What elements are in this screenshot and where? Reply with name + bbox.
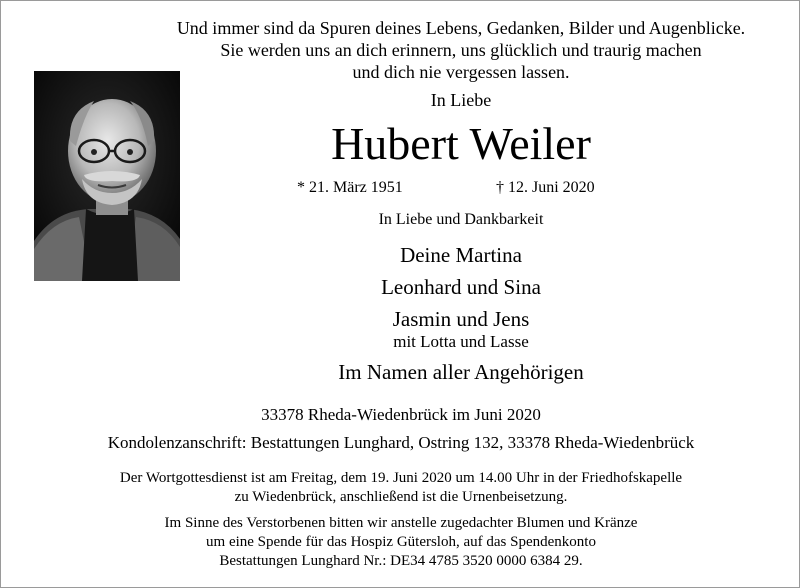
condolence-address: Kondolenzanschrift: Bestattungen Lunghard, Ostring 132, 33378 Rheda-Wiedenbrück	[107, 433, 695, 452]
donation-line-3: Bestattungen Lunghard Nr.: DE34 4785 3520 0000 6384 29.	[219, 553, 583, 569]
donation-line-2: um eine Spende für das Hospiz Gütersloh, auf das Spendenkonto	[206, 534, 596, 550]
service-line-2: zu Wiedenbrück, anschließend ist die Urnenbeisetzung.	[234, 489, 568, 505]
verse-line-1: Und immer sind da Spuren deines Lebens, Gedanken, Bilder und Augenblicke.	[176, 18, 746, 38]
mourner-line-1: Deine Martina	[400, 243, 522, 267]
verse-line-2: Sie werden uns an dich erinnern, uns glücklich und traurig machen	[220, 40, 702, 60]
birth-date: * 21. März 1951	[297, 179, 403, 196]
verse-line-3: und dich nie vergessen lassen.	[352, 62, 570, 82]
mourner-line-4: mit Lotta und Lasse	[393, 332, 529, 351]
mourner-line-2: Leonhard und Sina	[381, 275, 541, 299]
deceased-name: Hubert Weiler	[331, 118, 591, 169]
mourner-line-5: Im Namen aller Angehörigen	[338, 360, 584, 384]
mourner-line-3: Jasmin und Jens	[392, 307, 530, 331]
gratitude-line: In Liebe und Dankbarkeit	[378, 211, 544, 228]
in-liebe: In Liebe	[430, 90, 492, 110]
place-and-date: 33378 Rheda-Wiedenbrück im Juni 2020	[261, 405, 541, 424]
donation-line-1: Im Sinne des Verstorbenen bitten wir anstelle zugedachter Blumen und Kränze	[164, 515, 638, 531]
death-date: † 12. Juni 2020	[496, 179, 595, 196]
service-line-1: Der Wortgottesdienst ist am Freitag, dem 19. Juni 2020 um 14.00 Uhr in der Friedhofskapelle	[119, 470, 683, 486]
